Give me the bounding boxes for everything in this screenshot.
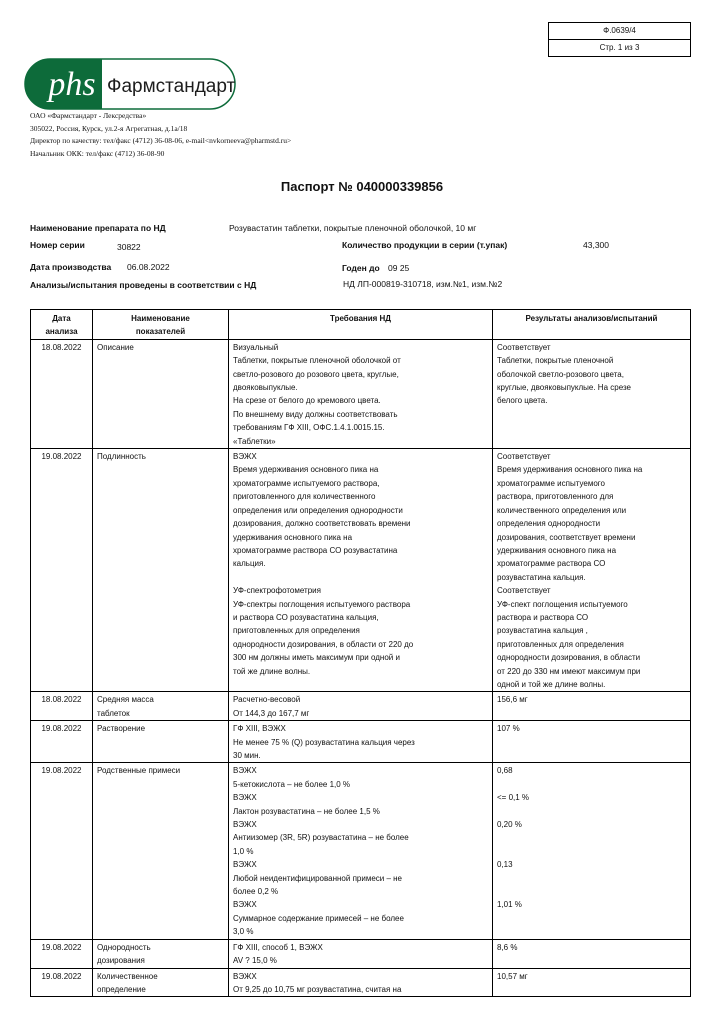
cell-result: Соответствует Время удерживания основного пика на хроматограмме испытуемого раствора, приготовленного для количественного определения или определения однородности дозирования, соответствует времени удерживания основного пика на хроматограмме раствора СО розувастатина кальция. Соответствует УФ-спект поглощения испытуемого раствора и раствора СО розувастатина кальция , приготовленных для определения однородности дозирования, в области от 220 до 330 нм имеют максимум при одной и той же длине волны. bbox=[493, 449, 691, 692]
cell-parameter: Однородность дозирования bbox=[93, 939, 229, 968]
cell-requirement: ВЭЖХ От 9,25 до 10,75 мг розувастатина, считая на bbox=[229, 968, 493, 997]
company-details bbox=[30, 110, 291, 160]
header-analysis-date: Дата анализа bbox=[31, 310, 93, 340]
cell-result: 156,6 мг bbox=[493, 692, 691, 721]
cell-requirement: ГФ XIII, способ 1, ВЭЖХ AV ? 15,0 % bbox=[229, 939, 493, 968]
cell-result: Соответствует Таблетки, покрытые пленочной оболочкой светло-розового цвета, круглые, двояковыпуклые. На срезе белого цвета. bbox=[493, 339, 691, 448]
form-code: Ф.0639/4 bbox=[603, 26, 636, 35]
cell-parameter: Родственные примеси bbox=[93, 763, 229, 939]
pharmstandard-logo bbox=[24, 58, 236, 110]
table-row bbox=[31, 449, 691, 692]
table-row bbox=[31, 939, 691, 968]
expiry-date-label: Годен до bbox=[342, 263, 380, 273]
cell-date: 18.08.2022 bbox=[31, 339, 93, 448]
table-row bbox=[31, 763, 691, 939]
cell-parameter: Средняя масса таблеток bbox=[93, 692, 229, 721]
company-name: ОАО «Фармстандарт - Лексредства» bbox=[30, 111, 147, 120]
cell-date: 19.08.2022 bbox=[31, 449, 93, 692]
cell-date: 19.08.2022 bbox=[31, 939, 93, 968]
cell-result: 8,6 % bbox=[493, 939, 691, 968]
form-info-box bbox=[548, 22, 691, 57]
cell-date: 19.08.2022 bbox=[31, 763, 93, 939]
table-row bbox=[31, 968, 691, 997]
analysis-results-table bbox=[30, 309, 691, 997]
header-parameter-name: Наименование показателей bbox=[93, 310, 229, 340]
batch-quantity-label: Количество продукции в серии (т.упак) bbox=[342, 240, 508, 250]
cell-parameter: Количественное определение bbox=[93, 968, 229, 997]
batch-number-value: 30822 bbox=[117, 242, 141, 252]
drug-name-value: Розувастатин таблетки, покрытые пленочной оболочкой, 10 мг bbox=[229, 223, 477, 233]
company-address: 305022, Россия, Курск, ул.2-я Агрегатная, д.1а/18 bbox=[30, 123, 188, 133]
cell-requirement: Расчетно-весовой От 144,3 до 167,7 мг bbox=[229, 692, 493, 721]
table-row bbox=[31, 339, 691, 448]
cell-result: 0,68 <= 0,1 % 0,20 % 0,13 1,01 % bbox=[493, 763, 691, 939]
cell-result: 107 % bbox=[493, 721, 691, 763]
batch-quantity-value: 43,300 bbox=[583, 240, 609, 250]
analysis-basis-label: Анализы/испытания проведены в соответствии с НД bbox=[30, 280, 257, 290]
cell-requirement: ВЭЖХ Время удерживания основного пика на хроматограмме испытуемого раствора, приготовленного для количественного определения или определения однородности дозирования, должно соответствовать времени удерживания основного пика на хроматограмме раствора СО розувастатина кальция. УФ-спектрофотометрия УФ-спектры поглощения испытуемого раствора и раствора СО розувастатина кальция, приготовленных для определения однородности дозирования, в области от 220 до 300 нм должны иметь максимум при одной и той же длине волны. bbox=[229, 449, 493, 692]
logo-brand: Фармстандарт bbox=[107, 76, 236, 97]
cell-date: 19.08.2022 bbox=[31, 721, 93, 763]
table-row bbox=[31, 692, 691, 721]
production-date-label: Дата производства bbox=[30, 262, 112, 272]
batch-number-label: Номер серии bbox=[30, 240, 85, 250]
logo-mark: phs bbox=[48, 66, 96, 103]
cell-date: 18.08.2022 bbox=[31, 692, 93, 721]
expiry-date-value: 09 25 bbox=[388, 263, 410, 273]
cell-requirement: ГФ XIII, ВЭЖХ Не менее 75 % (Q) розувастатина кальция через 30 мин. bbox=[229, 721, 493, 763]
quality-director-contact: Директор по качеству: тел/факс (4712) 36-08-06, e-mail<nvkorneeva@pharmstd.ru> bbox=[30, 136, 292, 145]
cell-date: 19.08.2022 bbox=[31, 968, 93, 997]
drug-name-label: Наименование препарата по НД bbox=[30, 223, 166, 233]
analysis-basis-value: НД ЛП-000819-310718, изм.№1, изм.№2 bbox=[343, 279, 503, 289]
cell-result: 10,57 мг bbox=[493, 968, 691, 997]
page-title: Паспорт № 040000339856 bbox=[280, 179, 444, 194]
header-test-results: Результаты анализов/испытаний bbox=[493, 310, 691, 340]
cell-parameter: Растворение bbox=[93, 721, 229, 763]
cell-requirement: ВЭЖХ 5-кетокислота – не более 1,0 % ВЭЖХ Лактон розувастатина – не более 1,5 % ВЭЖХ Антиизомер (3R, 5R) розувастатина – не более 1,0 % ВЭЖХ Любой неидентифицированной примеси – не более 0,2 % ВЭЖХ Суммарное содержание примесей – не более 3,0 % bbox=[229, 763, 493, 939]
cell-parameter: Описание bbox=[93, 339, 229, 448]
table-row bbox=[31, 721, 691, 763]
production-date-value: 06.08.2022 bbox=[127, 262, 170, 272]
cell-requirement: Визуальный Таблетки, покрытые пленочной оболочкой от светло-розового до розового цвета, круглые, двояковыпуклые. На срезе от белого до кремового цвета. По внешнему виду должны соответствовать требованиям ГФ XIII, ОФС.1.4.1.0015.15. «Таблетки» bbox=[229, 339, 493, 448]
cell-parameter: Подлинность bbox=[93, 449, 229, 692]
page-counter: Стр. 1 из 3 bbox=[549, 39, 690, 56]
table-header-row bbox=[31, 310, 691, 340]
header-nd-requirements: Требования НД bbox=[229, 310, 493, 340]
okk-head-contact: Начальник ОКК: тел/факс (4712) 36-08-90 bbox=[30, 148, 165, 158]
